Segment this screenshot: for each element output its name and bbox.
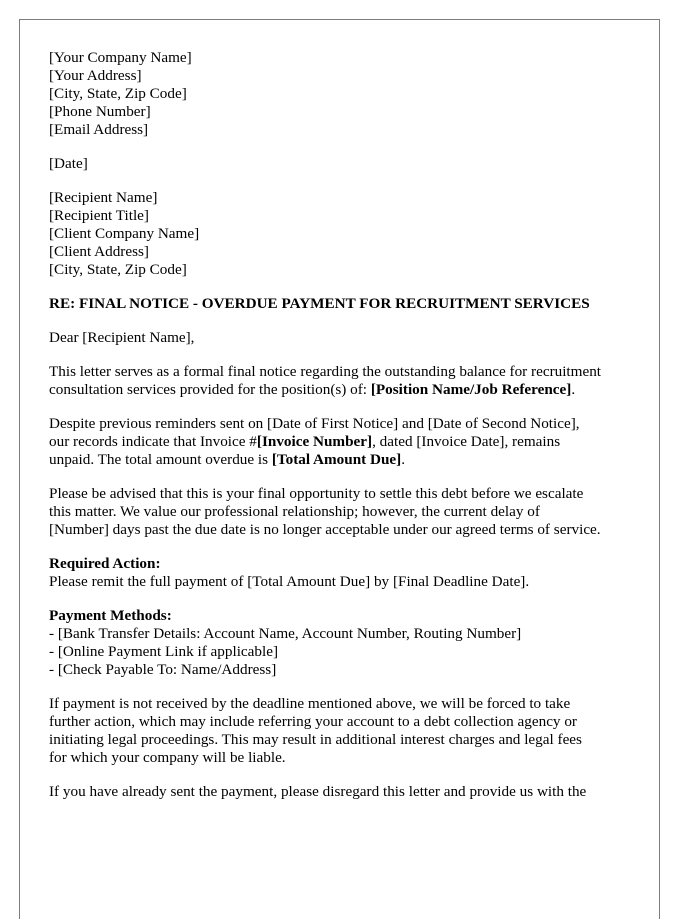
sender-phone: [Phone Number] — [49, 103, 151, 120]
subject-block — [49, 295, 649, 313]
letter-date: [Date] — [49, 155, 88, 172]
paragraph-notice-line-1: This letter serves as a formal final notice regarding the outstanding balance for recruitment — [49, 363, 602, 380]
recipient-city-state-zip: [City, State, Zip Code] — [49, 261, 187, 278]
sender-email: [Email Address] — [49, 121, 149, 138]
letter-page — [19, 19, 660, 919]
invoice-text-a: our records indicate that Invoice # — [49, 433, 257, 450]
paragraph-consequences-line-3: initiating legal proceedings. This may result in additional interest charges and legal fees — [49, 731, 582, 748]
paragraph-reminders-line-3 — [49, 451, 649, 469]
paragraph-notice-line-2 — [49, 381, 649, 399]
sender-company: [Your Company Name] — [49, 49, 192, 66]
paragraph-notice — [49, 363, 649, 399]
paragraph-consequences — [49, 695, 649, 767]
recipient-block — [49, 189, 649, 279]
period: . — [401, 451, 406, 468]
letter-body — [49, 49, 649, 817]
invoice-text-b: , dated [Invoice Date], remains — [372, 433, 561, 450]
paragraph-reminders-line-1: Despite previous reminders sent on [Date of First Notice] and [Date of Second Notice], — [49, 415, 580, 432]
sender-city-state-zip: [City, State, Zip Code] — [49, 85, 187, 102]
paragraph-consequences-line-2: further action, which may include referring your account to a debt collection agency or — [49, 713, 577, 730]
paragraph-final-line-1: Please be advised that this is your final opportunity to settle this debt before we escalate — [49, 485, 584, 502]
subject-line: RE: FINAL NOTICE - OVERDUE PAYMENT FOR RECRUITMENT SERVICES — [49, 295, 590, 312]
paragraph-final-opportunity — [49, 485, 649, 539]
required-action-text: Please remit the full payment of [Total Amount Due] by [Final Deadline Date]. — [49, 573, 530, 590]
salutation: Dear [Recipient Name], — [49, 329, 195, 346]
recipient-address: [Client Address] — [49, 243, 149, 260]
paragraph-notice-text: consultation services provided for the position(s) of: — [49, 381, 371, 398]
total-amount-due: [Total Amount Due] — [271, 451, 402, 468]
position-reference: [Position Name/Job Reference] — [370, 381, 572, 398]
paragraph-reminders — [49, 415, 649, 469]
paragraph-consequences-line-4: for which your company will be liable. — [49, 749, 286, 766]
paragraph-reminders-line-2 — [49, 433, 649, 451]
paragraph-already-paid — [49, 783, 649, 801]
payment-methods-section — [49, 607, 649, 679]
paragraph-already-paid-line-1: If you have already sent the payment, please disregard this letter and provide us with the — [49, 783, 587, 800]
overdue-text: unpaid. The total amount overdue is — [49, 451, 272, 468]
payment-methods-heading: Payment Methods: — [49, 607, 172, 624]
required-action-heading: Required Action: — [49, 555, 161, 572]
sender-address: [Your Address] — [49, 67, 142, 84]
recipient-name: [Recipient Name] — [49, 189, 158, 206]
paragraph-consequences-line-1: If payment is not received by the deadline mentioned above, we will be forced to take — [49, 695, 571, 712]
payment-method-item: - [Online Payment Link if applicable] — [49, 643, 279, 660]
payment-method-item: - [Bank Transfer Details: Account Name, Account Number, Routing Number] — [49, 625, 522, 642]
paragraph-final-line-3: [Number] days past the due date is no longer acceptable under our agreed terms of service. — [49, 521, 601, 538]
sender-block — [49, 49, 649, 139]
date-block — [49, 155, 649, 173]
required-action-section — [49, 555, 649, 591]
recipient-company: [Client Company Name] — [49, 225, 200, 242]
invoice-number: [Invoice Number] — [256, 433, 373, 450]
paragraph-final-line-2: this matter. We value our professional relationship; however, the current delay of — [49, 503, 540, 520]
salutation-block — [49, 329, 649, 347]
recipient-title: [Recipient Title] — [49, 207, 149, 224]
period: . — [571, 381, 576, 398]
payment-method-item: - [Check Payable To: Name/Address] — [49, 661, 277, 678]
